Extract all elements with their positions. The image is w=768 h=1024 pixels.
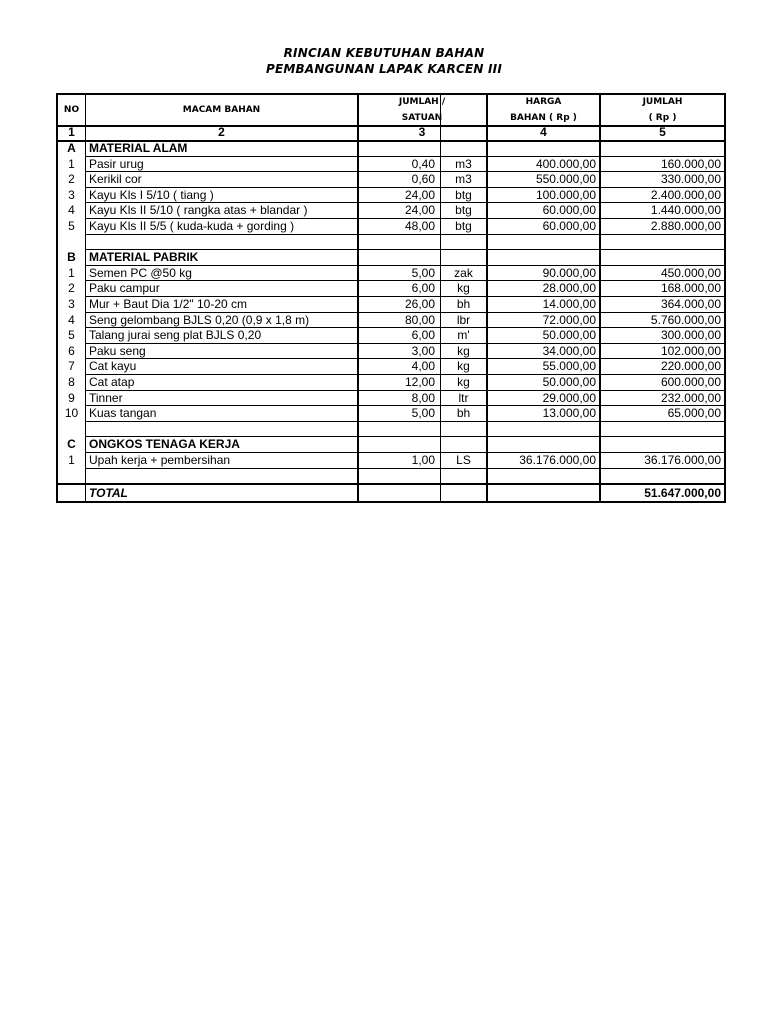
row-unit-price: 60.000,00 — [542, 219, 596, 233]
row-unit-price: 550.000,00 — [535, 172, 596, 187]
header-no: NO — [63, 105, 80, 115]
row-number: 1 — [68, 453, 75, 467]
row-number: 4 — [68, 203, 75, 218]
row-material-name: Kerikil cor — [89, 172, 142, 187]
row-quantity: 5,00 — [411, 265, 435, 280]
row-divider — [86, 234, 724, 235]
row-total: 450.000,00 — [660, 265, 721, 280]
header-jumlah-2: ( Rp ) — [648, 113, 677, 123]
row-unit: lbr — [456, 312, 471, 327]
row-unit-price: 55.000,00 — [542, 359, 596, 374]
row-total: 600.000,00 — [660, 375, 721, 389]
row-quantity: 5,00 — [411, 406, 435, 421]
row-total: 36.176.000,00 — [644, 453, 721, 467]
row-unit-price: 34.000,00 — [542, 343, 596, 358]
row-material-name: Paku seng — [89, 343, 146, 358]
row-quantity: 6,00 — [411, 281, 435, 296]
row-total: 330.000,00 — [660, 172, 721, 187]
row-number: 7 — [68, 359, 75, 374]
row-unit-price: 72.000,00 — [542, 312, 596, 327]
row-quantity: 0,40 — [411, 156, 435, 171]
row-material-name: Paku campur — [89, 281, 160, 296]
row-unit: bh — [456, 297, 471, 311]
row-unit: LS — [456, 453, 471, 467]
row-number: 6 — [68, 343, 75, 358]
row-material-name: Kuas tangan — [89, 406, 157, 421]
row-material-name: Kayu Kls II 5/5 ( kuda-kuda + gording ) — [89, 219, 295, 233]
col-number: 1 — [68, 125, 75, 139]
row-material-name: ONGKOS TENAGA KERJA — [89, 437, 240, 452]
header-harga-2: BAHAN ( Rp ) — [510, 113, 577, 123]
row-total: 232.000,00 — [660, 390, 721, 405]
total-label: TOTAL — [89, 486, 128, 500]
row-quantity: 48,00 — [404, 219, 435, 233]
row-number: 1 — [68, 156, 75, 171]
document-title: RINCIAN KEBUTUHAN BAHAN — [283, 46, 485, 60]
row-unit: btg — [455, 187, 472, 202]
row-material-name: MATERIAL ALAM — [89, 141, 188, 155]
row-total: 160.000,00 — [660, 156, 721, 171]
row-unit: ltr — [458, 390, 469, 405]
row-total: 2.400.000,00 — [650, 187, 721, 202]
row-material-name: Kayu Kls II 5/10 ( rangka atas + blandar ) — [89, 203, 308, 218]
row-number: 5 — [68, 219, 75, 233]
row-quantity: 24,00 — [404, 203, 435, 218]
row-number: C — [67, 437, 76, 452]
row-quantity: 24,00 — [404, 187, 435, 202]
row-unit-price: 100.000,00 — [535, 187, 596, 202]
row-material-name: Seng gelombang BJLS 0,20 (0,9 x 1,8 m) — [89, 312, 310, 327]
document-subtitle: PEMBANGUNAN LAPAK KARCEN III — [266, 62, 502, 76]
row-unit-price: 13.000,00 — [542, 406, 596, 421]
row-number: 3 — [68, 187, 75, 202]
row-unit: kg — [457, 359, 470, 374]
row-divider — [86, 468, 724, 469]
row-material-name: Mur + Baut Dia 1/2" 10-20 cm — [89, 297, 247, 311]
row-unit-price: 90.000,00 — [542, 265, 596, 280]
row-quantity: 26,00 — [404, 297, 435, 311]
material-table — [56, 93, 726, 503]
row-material-name: Cat atap — [89, 375, 135, 389]
row-unit: m3 — [455, 156, 472, 171]
row-total: 5.760.000,00 — [650, 312, 721, 327]
row-unit: m' — [457, 328, 470, 343]
row-unit: zak — [454, 265, 473, 280]
row-total: 300.000,00 — [660, 328, 721, 343]
row-unit-price: 28.000,00 — [542, 281, 596, 296]
total-value: 51.647.000,00 — [644, 486, 721, 500]
row-material-name: Semen PC @50 kg — [89, 265, 192, 280]
row-number: B — [67, 250, 76, 265]
row-number: 2 — [68, 281, 75, 296]
col-number: 5 — [659, 125, 666, 139]
col-number: 4 — [540, 125, 547, 139]
row-total: 102.000,00 — [660, 343, 721, 358]
row-quantity: 1,00 — [411, 453, 435, 467]
row-unit-price: 50.000,00 — [542, 375, 596, 389]
row-quantity: 3,00 — [411, 343, 435, 358]
row-divider — [86, 421, 724, 422]
row-unit: m3 — [455, 172, 472, 187]
row-quantity: 12,00 — [404, 375, 435, 389]
row-total: 1.440.000,00 — [650, 203, 721, 218]
header-jumlah-satuan-1: JUMLAH / — [398, 97, 446, 107]
row-quantity: 6,00 — [411, 328, 435, 343]
row-unit: btg — [455, 219, 472, 233]
row-number: 5 — [68, 328, 75, 343]
row-number: 10 — [64, 406, 79, 421]
row-unit: kg — [457, 281, 470, 296]
row-unit: kg — [457, 375, 470, 389]
row-number: 9 — [68, 390, 75, 405]
header-harga-1: HARGA — [525, 97, 562, 107]
row-material-name: Cat kayu — [89, 359, 137, 374]
row-total: 364.000,00 — [660, 297, 721, 311]
row-material-name: Upah kerja + pembersihan — [89, 453, 231, 467]
row-unit-price: 14.000,00 — [542, 297, 596, 311]
row-number: 3 — [68, 297, 75, 311]
row-unit: bh — [456, 406, 471, 421]
header-macam-bahan: MACAM BAHAN — [182, 105, 261, 115]
row-unit-price: 60.000,00 — [542, 203, 596, 218]
header-jumlah-1: JUMLAH — [642, 97, 683, 107]
row-number: 8 — [68, 375, 75, 389]
row-unit-price: 36.176.000,00 — [519, 453, 596, 467]
row-material-name: Talang jurai seng plat BJLS 0,20 — [89, 328, 262, 343]
row-unit-price: 400.000,00 — [535, 156, 596, 171]
row-quantity: 0,60 — [411, 172, 435, 187]
col-number: 2 — [218, 125, 225, 139]
row-number: 2 — [68, 172, 75, 187]
row-unit-price: 29.000,00 — [542, 390, 596, 405]
row-material-name: Kayu Kls I 5/10 ( tiang ) — [89, 187, 214, 202]
header-jumlah-satuan-2: SATUAN — [401, 113, 443, 123]
row-number: 4 — [68, 312, 75, 327]
row-unit: kg — [457, 343, 470, 358]
row-total: 65.000,00 — [667, 406, 721, 421]
row-quantity: 8,00 — [411, 390, 435, 405]
col-number: 3 — [418, 125, 426, 139]
row-material-name: MATERIAL PABRIK — [89, 250, 199, 265]
row-number: 1 — [68, 265, 75, 280]
row-total: 2.880.000,00 — [650, 219, 721, 233]
row-number: A — [67, 141, 76, 155]
row-unit: btg — [455, 203, 472, 218]
row-material-name: Pasir urug — [89, 156, 144, 171]
total-top-line — [58, 483, 724, 485]
row-quantity: 80,00 — [404, 312, 435, 327]
row-material-name: Tinner — [89, 390, 123, 405]
row-unit-price: 50.000,00 — [542, 328, 596, 343]
row-total: 168.000,00 — [660, 281, 721, 296]
row-quantity: 4,00 — [411, 359, 435, 374]
row-total: 220.000,00 — [660, 359, 721, 374]
